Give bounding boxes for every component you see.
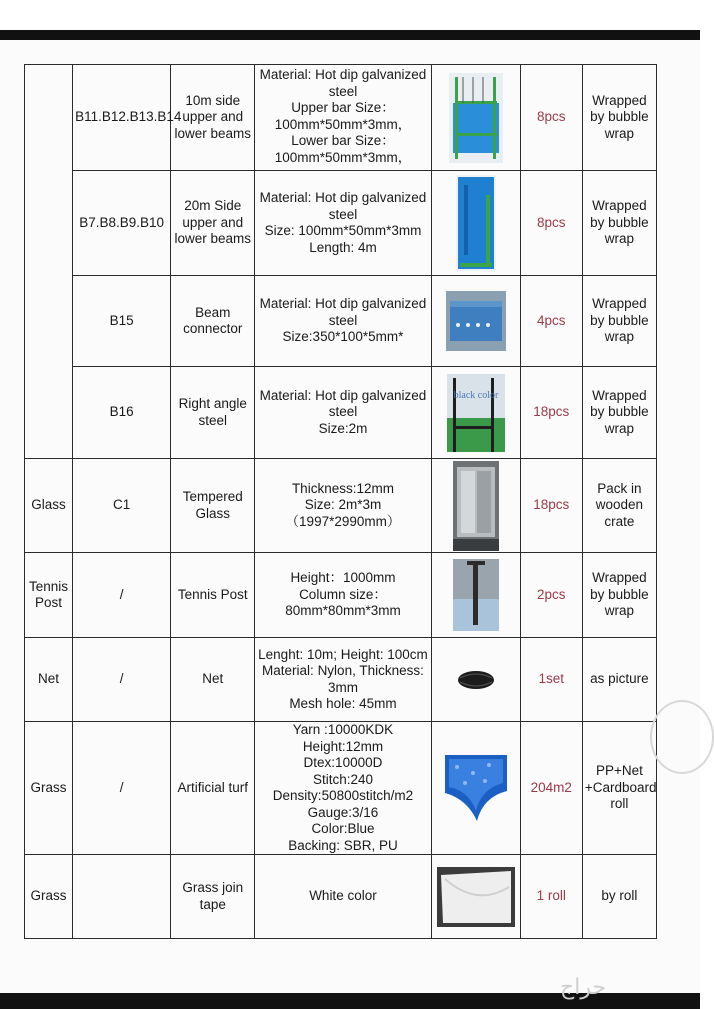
glass-container-photo [453, 461, 499, 551]
packing-cell: Wrapped by bubble wrap [582, 553, 656, 638]
packing-cell: Wrapped by bubble wrap [582, 367, 656, 459]
image-cell [431, 855, 520, 939]
image-cell [431, 276, 520, 367]
name-cell: 10m side upper and lower beams [171, 65, 255, 171]
table-row [25, 276, 657, 367]
quantity-cell: 1 roll [520, 855, 582, 939]
quantity-cell: 18pcs [520, 367, 582, 459]
packing-cell: PP+Net +Cardboard roll [582, 722, 656, 855]
image-cell [431, 367, 520, 459]
net-roll-photo [456, 668, 496, 692]
name-cell: 20m Side upper and lower beams [171, 171, 255, 276]
watermark-text: حراج [560, 975, 607, 1000]
spec-cell: Lenght: 10m; Height: 100cm Material: Nylon, Thickness: 3mm Mesh hole: 45mm [255, 638, 431, 722]
category-cell: Tennis Post [25, 553, 73, 638]
packing-cell: as picture [582, 638, 656, 722]
spec-cell: Material: Hot dip galvanized steel Size:350*100*5mm* [255, 276, 431, 367]
image-cell [431, 65, 520, 171]
name-cell: Net [171, 638, 255, 722]
code-cell: B15 [73, 276, 171, 367]
white-tape-roll-photo [437, 867, 515, 927]
packing-cell: Pack in wooden crate [582, 459, 656, 553]
category-cell: Net [25, 638, 73, 722]
name-cell: Tennis Post [171, 553, 255, 638]
faint-stamp [650, 700, 714, 774]
code-cell: C1 [73, 459, 171, 553]
product-spec-table [24, 64, 657, 939]
image-cell [431, 553, 520, 638]
quantity-cell: 4pcs [520, 276, 582, 367]
table-row [25, 65, 657, 171]
spec-cell: Thickness:12mm Size: 2m*3m （1997*2990mm） [255, 459, 431, 553]
quantity-cell: 8pcs [520, 171, 582, 276]
beam-connector-photo [446, 291, 506, 351]
quantity-cell: 204m2 [520, 722, 582, 855]
name-cell: Grass join tape [171, 855, 255, 939]
code-cell: / [73, 722, 171, 855]
table-row [25, 459, 657, 553]
name-cell: Tempered Glass [171, 459, 255, 553]
code-cell: / [73, 638, 171, 722]
table-row [25, 722, 657, 855]
name-cell: Artificial turf [171, 722, 255, 855]
spec-cell: Material: Hot dip galvanized steel Size:2m [255, 367, 431, 459]
category-cell [25, 65, 73, 459]
spec-cell: Yarn :10000KDK Height:12mm Dtex:10000D Stitch:240 Density:50800stitch/m2 Gauge:3/16 Color:Blue Backing: SBR, PU [255, 722, 431, 855]
name-cell: Beam connector [171, 276, 255, 367]
table-row [25, 367, 657, 459]
blue-turf-photo [443, 753, 509, 823]
galvanized-beam-photo [449, 73, 503, 163]
code-cell: B11.B12.B13.B14 [73, 65, 171, 171]
code-cell: / [73, 553, 171, 638]
tennis-post-photo [453, 559, 499, 631]
packing-cell: Wrapped by bubble wrap [582, 171, 656, 276]
packing-cell: by roll [582, 855, 656, 939]
top-dark-band [0, 30, 700, 40]
code-cell: B7.B8.B9.B10 [73, 171, 171, 276]
category-cell: Glass [25, 459, 73, 553]
table-row [25, 553, 657, 638]
table-row [25, 855, 657, 939]
quantity-cell: 8pcs [520, 65, 582, 171]
image-cell [431, 638, 520, 722]
quantity-cell: 2pcs [520, 553, 582, 638]
image-cell [431, 722, 520, 855]
name-cell: Right angle steel [171, 367, 255, 459]
spec-cell: Material: Hot dip galvanized steel Upper bar Size： 100mm*50mm*3mm， Lower bar Size： 100mm*50mm*3mm， [255, 65, 431, 171]
image-caption: black color [453, 389, 499, 401]
category-cell: Grass [25, 722, 73, 855]
table-row [25, 638, 657, 722]
quantity-cell: 1set [520, 638, 582, 722]
code-cell: B16 [73, 367, 171, 459]
image-cell [431, 459, 520, 553]
blue-beam-photo [456, 175, 496, 271]
angle-steel-photo [447, 374, 505, 452]
packing-cell: Wrapped by bubble wrap [582, 65, 656, 171]
code-cell [73, 855, 171, 939]
spec-cell: Height：1000mm Column size： 80mm*80mm*3mm [255, 553, 431, 638]
packing-cell: Wrapped by bubble wrap [582, 276, 656, 367]
quantity-cell: 18pcs [520, 459, 582, 553]
table-row [25, 171, 657, 276]
spec-cell: Material: Hot dip galvanized steel Size: 100mm*50mm*3mm Length: 4m [255, 171, 431, 276]
spec-cell: White color [255, 855, 431, 939]
category-cell: Grass [25, 855, 73, 939]
image-cell [431, 171, 520, 276]
